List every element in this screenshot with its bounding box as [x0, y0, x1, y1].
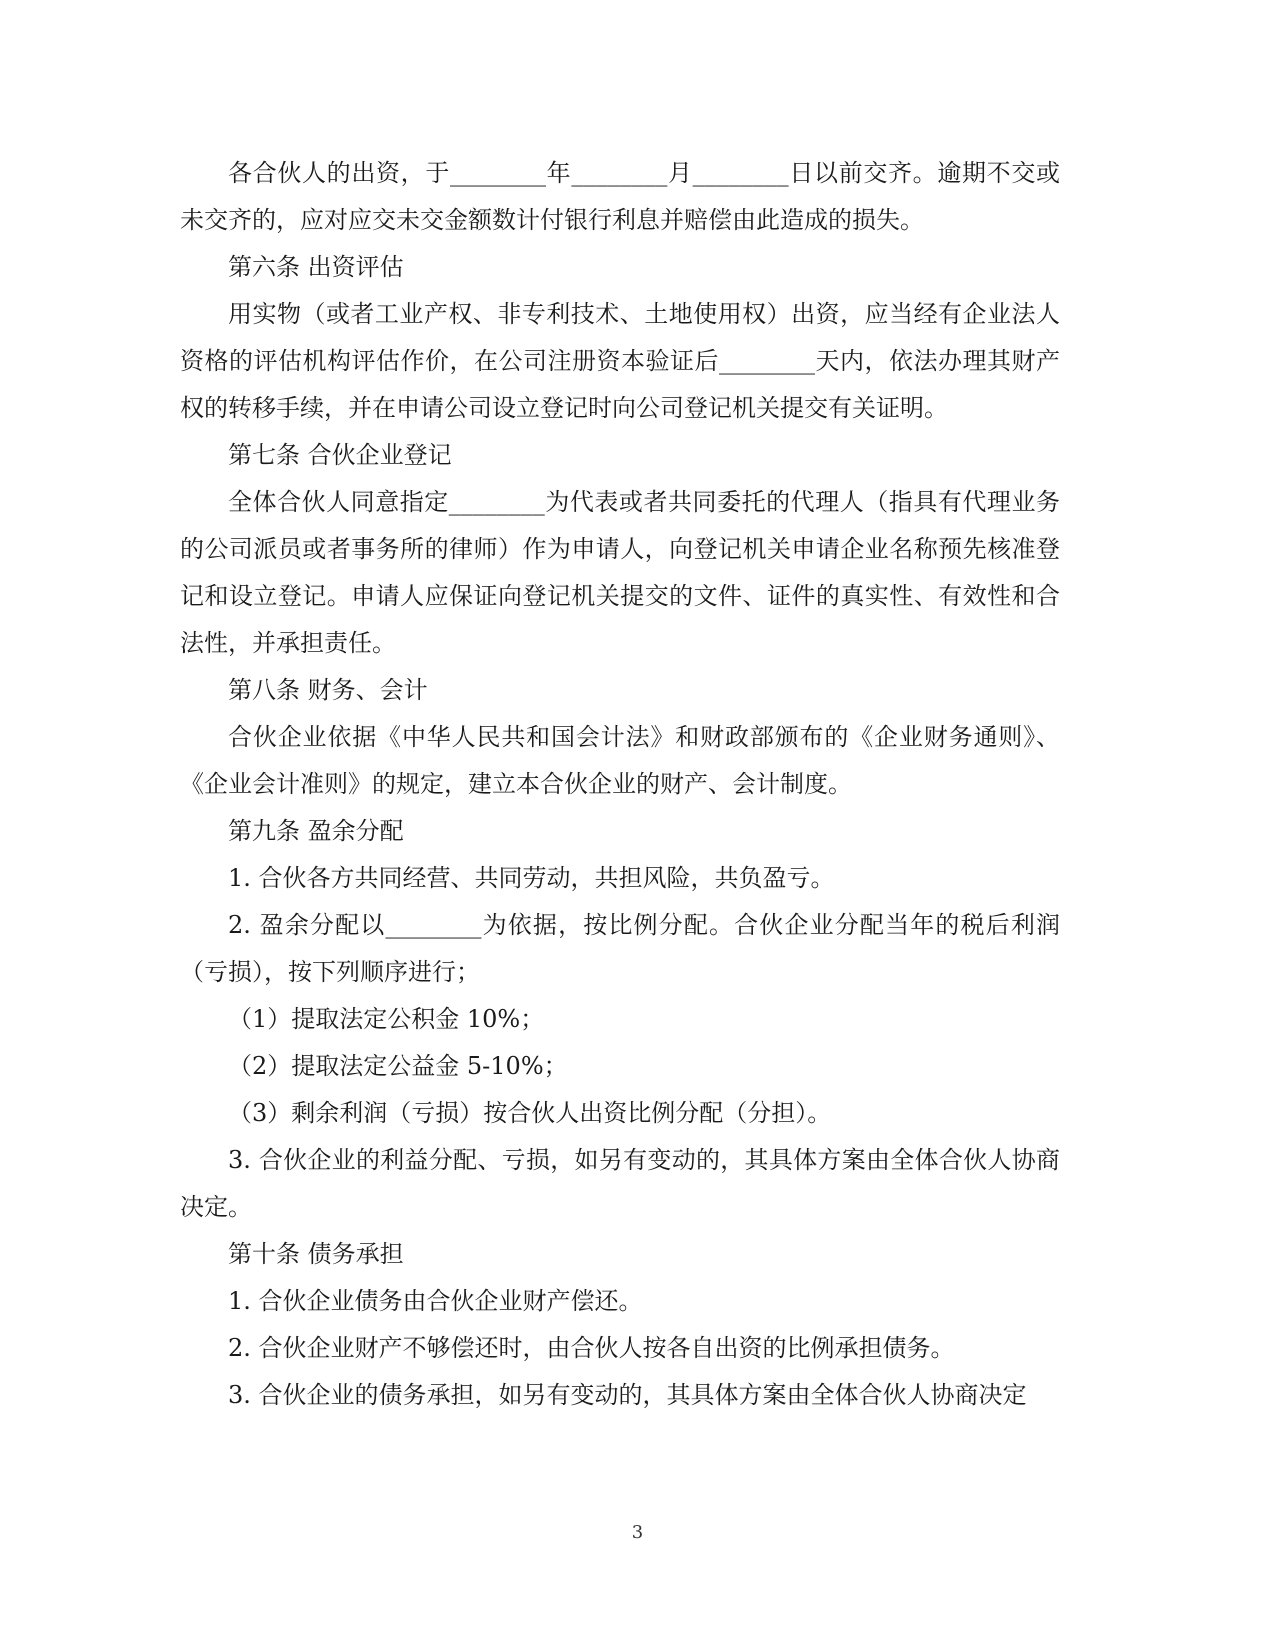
paragraph-accounting: 合伙企业依据《中华人民共和国会计法》和财政部颁布的《企业财务通则》、《企业会计准则》的规定，建立本合伙企业的财产、会计制度。: [180, 723, 1060, 798]
heading-article-6: 第六条 出资评估: [228, 253, 404, 281]
paragraph-asset-valuation: 用实物（或者工业产权、非专利技术、土地使用权）出资，应当经有企业法人资格的评估机构评估作价，在公司注册资本验证后________天内，依法办理其财产权的转移手续，并在申请公司设立登记时向公司登记机关提交有关证明。: [180, 300, 1060, 422]
paragraph-registration: 全体合伙人同意指定________为代表或者共同委托的代理人（指具有代理业务的公司派员或者事务所的律师）作为申请人，向登记机关申请企业名称预先核准登记和设立登记。申请人应保证向登记机关提交的文件、证件的真实性、有效性和合法性，并承担责任。: [180, 488, 1060, 657]
heading-article-10: 第十条 债务承担: [228, 1240, 404, 1268]
list-item-debt-1: 1. 合伙企业债务由合伙企业财产偿还。: [228, 1287, 643, 1315]
paragraph-contribution-deadline: 各合伙人的出资，于________年________月________日以前交齐。逾期不交或未交齐的，应对应交未交金额数计付银行利息并赔偿由此造成的损失。: [180, 159, 1060, 234]
list-item-profit-2: 2. 盈余分配以________为依据，按比例分配。合伙企业分配当年的税后利润（亏损），按下列顺序进行；: [180, 911, 1060, 986]
list-item-debt-2: 2. 合伙企业财产不够偿还时，由合伙人按各自出资的比例承担债务。: [228, 1334, 955, 1362]
list-item-profit-3: 3. 合伙企业的利益分配、亏损，如另有变动的，其具体方案由全体合伙人协商决定。: [180, 1146, 1060, 1221]
heading-article-8: 第八条 财务、会计: [228, 676, 428, 704]
list-item-profit-2-1: （1）提取法定公积金 10%；: [228, 1005, 545, 1033]
heading-article-7: 第七条 合伙企业登记: [228, 441, 452, 469]
list-item-debt-3: 3. 合伙企业的债务承担，如另有变动的，其具体方案由全体合伙人协商决定: [228, 1381, 1027, 1409]
page-number: 3: [631, 1522, 644, 1543]
list-item-profit-2-3: （3）剩余利润（亏损）按合伙人出资比例分配（分担）。: [228, 1099, 832, 1127]
heading-article-9: 第九条 盈余分配: [228, 817, 404, 845]
document-body: [180, 150, 1060, 1419]
list-item-profit-1: 1. 合伙各方共同经营、共同劳动，共担风险，共负盈亏。: [228, 864, 835, 892]
list-item-profit-2-2: （2）提取法定公益金 5-10%；: [228, 1052, 568, 1080]
